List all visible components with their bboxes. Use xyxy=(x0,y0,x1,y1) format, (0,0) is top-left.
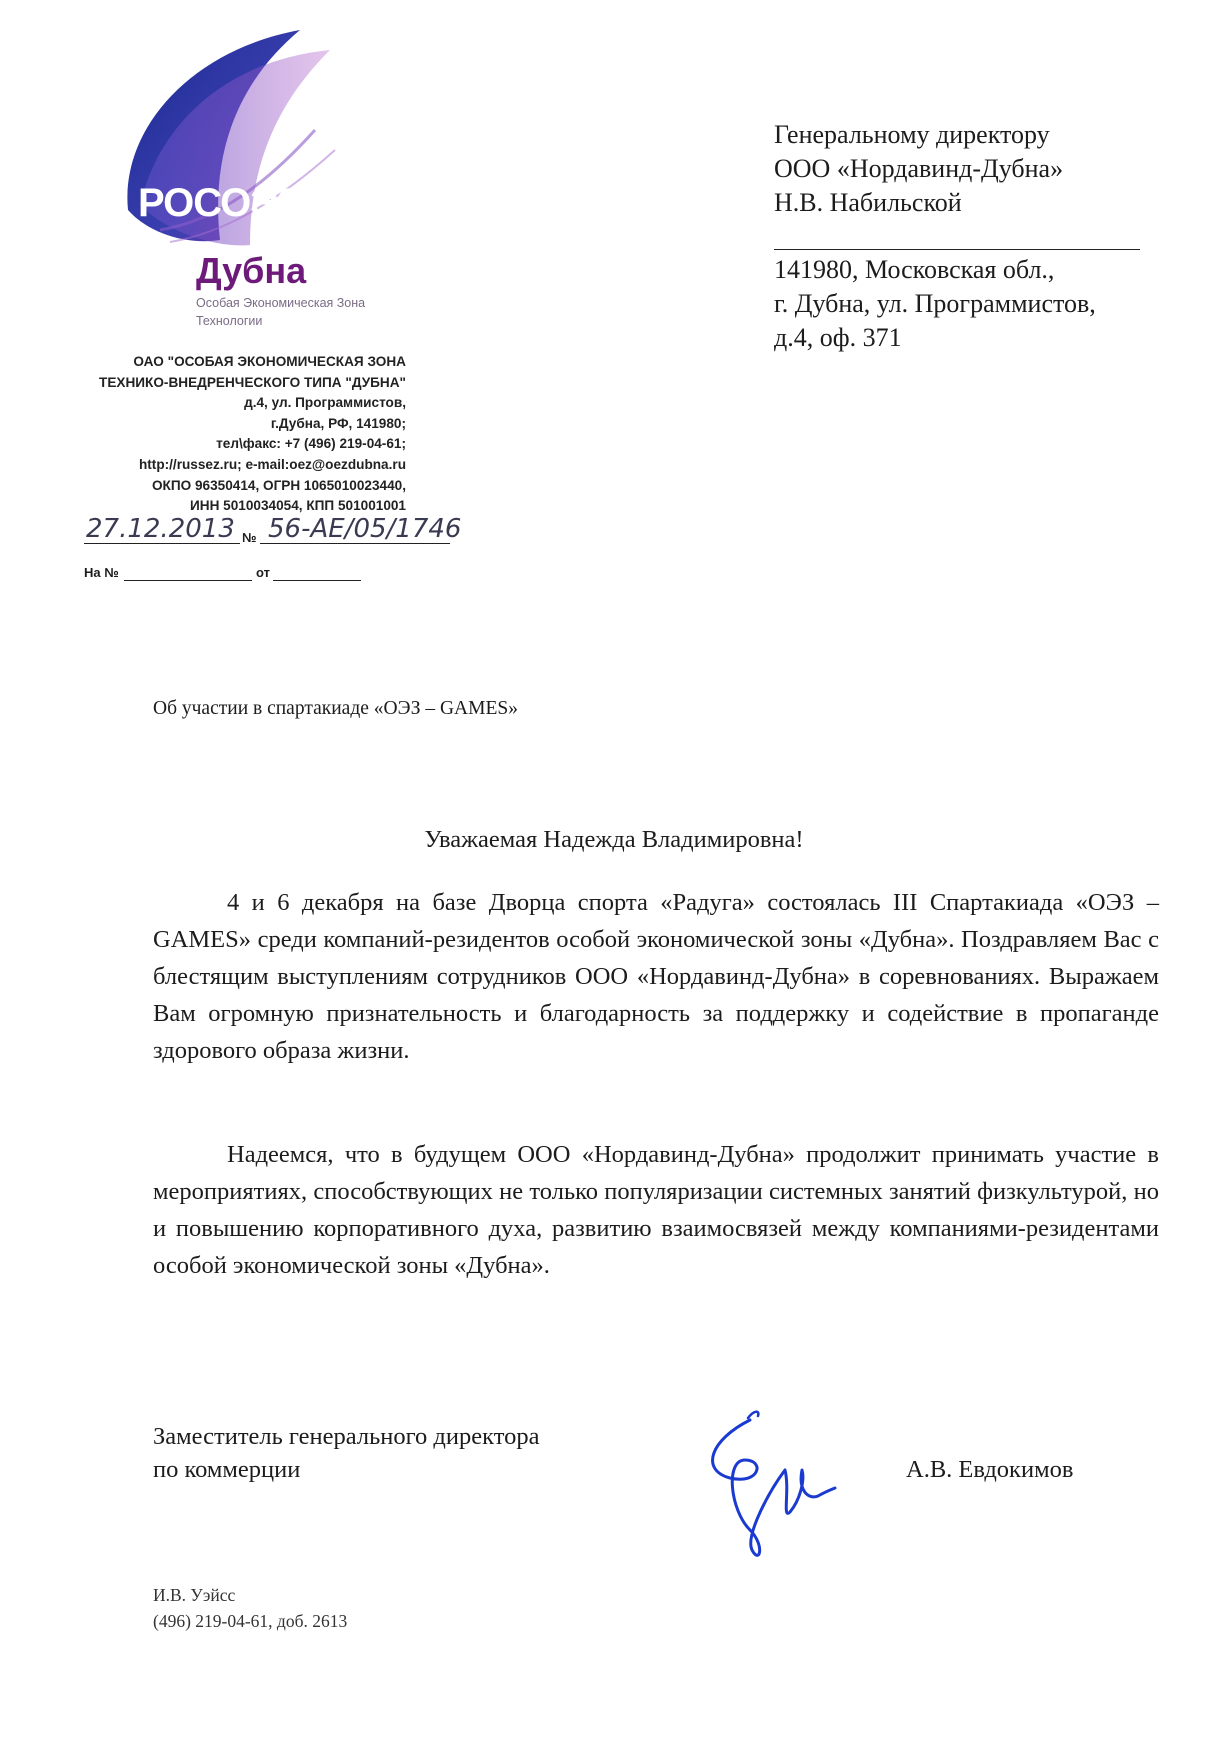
addressee-block xyxy=(774,118,1063,220)
signatory-title-line: Заместитель генерального директора xyxy=(153,1423,540,1450)
sender-line: http://russez.ru; e-mail:oez@oezdubna.ru xyxy=(138,456,406,472)
company-logo xyxy=(100,10,360,280)
addressee-line: Н.В. Набильской xyxy=(774,188,962,217)
sender-line: ИНН 5010034054, КПП 501001001 xyxy=(190,498,406,514)
sender-details xyxy=(99,352,406,517)
letter-greeting: Уважаемая Надежда Владимировна! xyxy=(424,826,804,853)
contact-person xyxy=(153,1582,347,1634)
sender-line: тел\факс: +7 (496) 219-04-61; xyxy=(216,436,406,452)
outgoing-number-label: № xyxy=(242,530,257,545)
address-line: 141980, Московская обл., xyxy=(774,255,1055,284)
addressee-divider xyxy=(774,249,1140,250)
addressee-line: Генеральному директору xyxy=(774,120,1050,149)
logo-name: Дубна xyxy=(196,250,307,291)
reply-date-blank xyxy=(273,580,361,581)
reply-number-blank xyxy=(124,580,252,581)
outgoing-number: 56-АЕ/05/1746 xyxy=(268,514,462,544)
signatory-title xyxy=(153,1420,539,1486)
reply-date-label: от xyxy=(256,565,270,580)
signatory-title-line: по коммерции xyxy=(153,1456,301,1483)
letter-subject: Об участии в спартакиаде «ОЭЗ – GAMES» xyxy=(153,698,518,719)
logo-registered-mark: ® xyxy=(318,184,327,196)
addressee-line: ООО «Нордавинд-Дубна» xyxy=(774,154,1064,183)
sender-line: ОАО "ОСОБАЯ ЭКОНОМИЧЕСКАЯ ЗОНА xyxy=(133,354,406,369)
body-paragraph: Надеемся, что в будущем ООО «Нордавинд-Дубна» продолжит принимать участие в мероприятиях, способствующих не только популяризации системных занятий физкультурой, но и повышению корпоративного духа, развитию взаимосвязей между компаниями-резидентами особой экономической зоны «Дубна». xyxy=(153,1141,1159,1279)
body-paragraph: 4 и 6 декабря на базе Дворца спорта «Радуга» состоялась III Спартакиада «ОЭЗ – GAMES» среди компаний-резидентов особой экономической зоны «Дубна». Поздравляем Вас с блестящим выступлениям сотрудников ООО «Нордавинд-Дубна» в соревнованиях. Выражаем Вам огромную признательность и благодарность за поддержку и содействие в пропаганде здорового образа жизни. xyxy=(153,889,1159,1064)
address-line: г. Дубна, ул. Программистов, xyxy=(774,289,1096,318)
logo-brand-text: РОСОЭЗ xyxy=(138,181,302,225)
outgoing-number-underline xyxy=(260,543,450,544)
sender-line: ТЕХНИКО-ВНЕДРЕНЧЕСКОГО ТИПА "ДУБНА" xyxy=(99,374,406,390)
sender-line: г.Дубна, РФ, 141980; xyxy=(270,415,406,431)
addressee-address xyxy=(774,253,1096,355)
address-line: д.4, оф. 371 xyxy=(774,323,902,352)
contact-phone: (496) 219-04-61, доб. 2613 xyxy=(153,1611,348,1631)
reply-number-label: На № xyxy=(84,565,119,580)
outgoing-date: 27.12.2013 xyxy=(86,514,235,544)
contact-name: И.В. Уэйсс xyxy=(153,1585,236,1605)
sender-line: ОКПО 96350414, ОГРН 1065010023440, xyxy=(151,477,406,493)
sender-line: д.4, ул. Программистов, xyxy=(244,395,406,411)
signatory-name: А.В. Евдокимов xyxy=(906,1456,1074,1483)
logo-subtitle-line1: Особая Экономическая Зона xyxy=(196,296,366,310)
handwritten-signature xyxy=(690,1400,840,1570)
logo-subtitle-line2: Технологии xyxy=(196,314,263,328)
outgoing-date-underline xyxy=(84,543,240,544)
